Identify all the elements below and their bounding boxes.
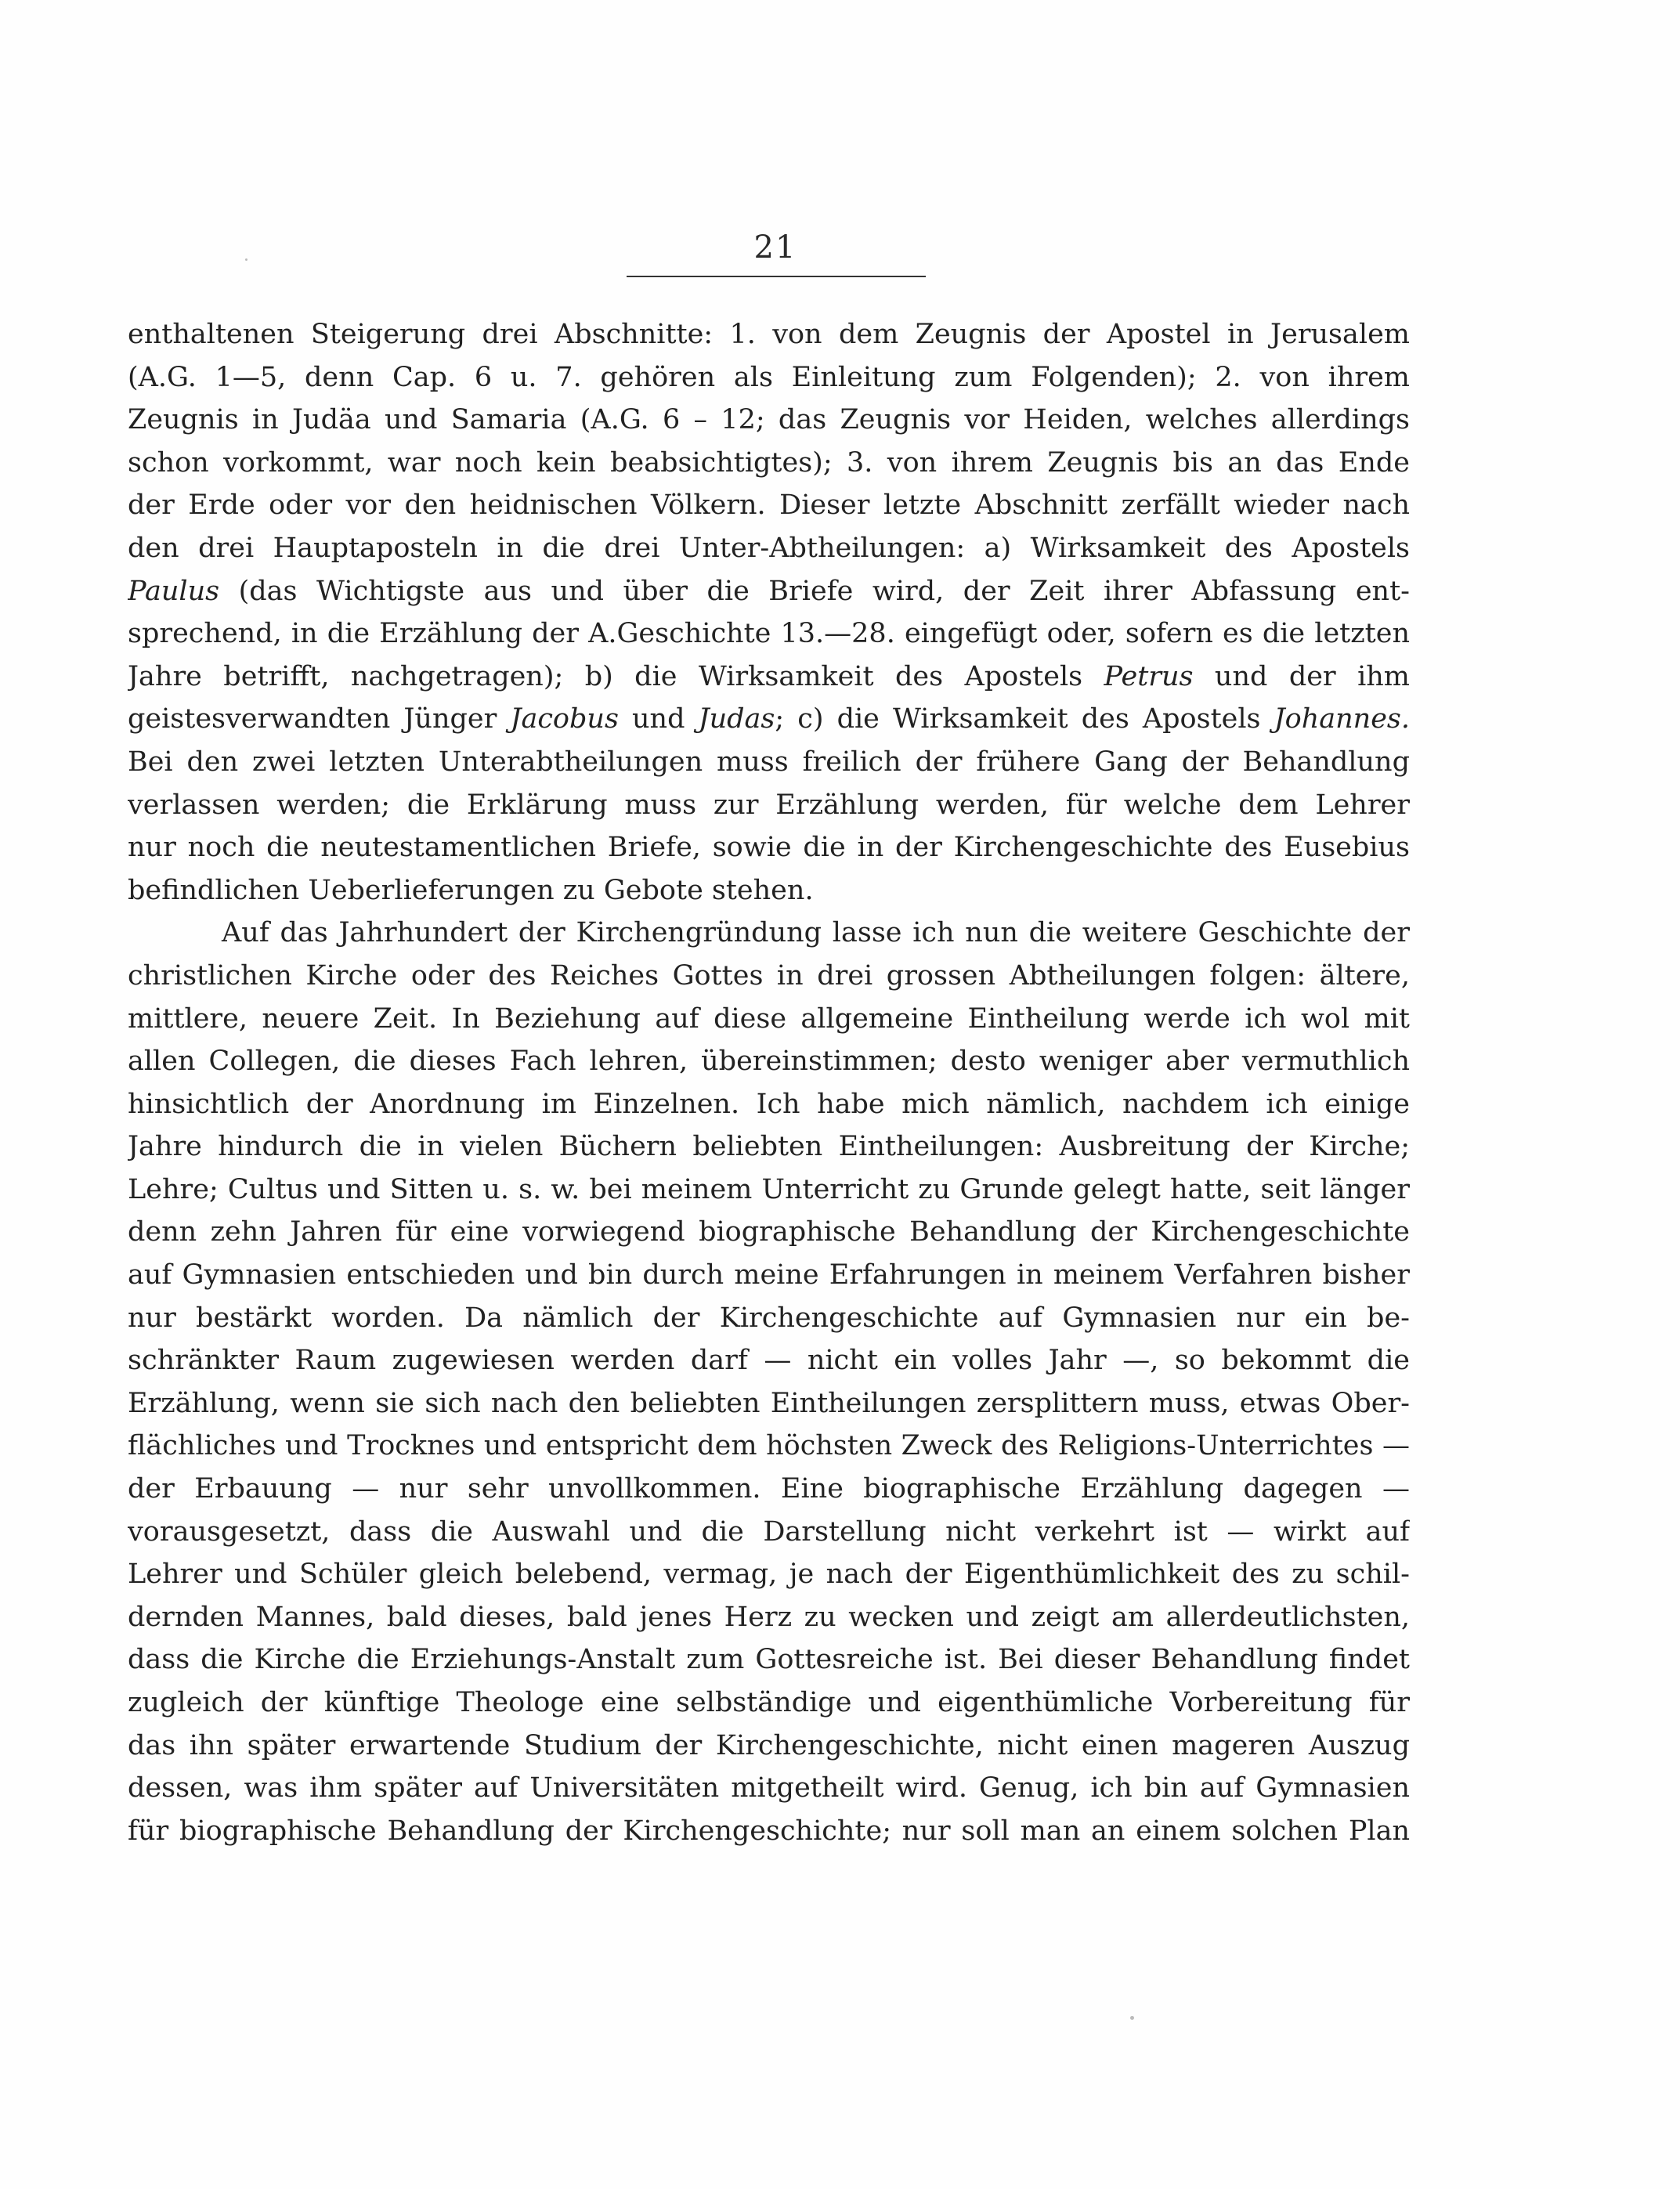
text-line: enthaltenen Steigerung drei Abschnitte: 1. von dem Zeugnis der Apostel in Jerusalem xyxy=(128,319,1410,350)
text-line: Bei den zwei letzten Unterabtheilungen muss freilich der frühere Gang der Behandlung xyxy=(128,746,1410,778)
italic-name-judas: Judas xyxy=(698,703,775,735)
text-segment: und der ihm xyxy=(1193,660,1410,692)
text-line: für biographische Behandlung der Kirchengeschichte; nur soll man an einem solchen Plan xyxy=(128,1815,1410,1847)
paper-speck xyxy=(1130,2016,1134,2020)
italic-name-jacobus: Jacobus xyxy=(510,703,619,735)
text-line: sprechend, in die Erzählung der A.Geschichte 13.—28. eingefügt oder, sofern es die letzten xyxy=(128,618,1410,650)
text-line: nur bestärkt worden. Da nämlich der Kirchengeschichte auf Gymnasien nur ein be- xyxy=(128,1302,1410,1334)
text-line: Erzählung, wenn sie sich nach den beliebten Eintheilungen zersplittern muss, etwas Ober- xyxy=(128,1387,1410,1419)
text-line: nur noch die neutestamentlichen Briefe, sowie die in der Kirchengeschichte des Eusebius xyxy=(128,832,1410,864)
text-line: christlichen Kirche oder des Reiches Gottes in drei grossen Abtheilungen folgen: ältere, xyxy=(128,959,1410,992)
italic-name-paulus: Paulus xyxy=(128,575,220,607)
text-line: zugleich der künftige Theologe eine selbständige und eigenthümliche Vorbereitung für xyxy=(128,1687,1410,1718)
text-line: Jahre hindurch die in vielen Büchern beliebten Eintheilungen: Ausbreitung der Kirche; xyxy=(128,1131,1410,1163)
text-line: denn zehn Jahren für eine vorwiegend biographische Behandlung der Kirchengeschichte xyxy=(128,1216,1410,1248)
text-line: hinsichtlich der Anordnung im Einzelnen. Ich habe mich nämlich, nachdem ich einige xyxy=(128,1088,1410,1120)
italic-name-petrus: Petrus xyxy=(1104,660,1194,692)
text-line xyxy=(128,656,1410,699)
text-line: schränkter Raum zugewiesen werden darf — nicht ein volles Jahr —, so bekommt die xyxy=(128,1345,1410,1377)
text-line: verlassen werden; die Erklärung muss zur Erzählung werden, für welche dem Lehrer xyxy=(128,789,1410,821)
text-segment: geistesverwandten Jünger xyxy=(128,703,511,735)
text-segment: Jahre betrifft, nachgetragen); b) die Wirksamkeit des Apostels xyxy=(128,660,1104,692)
text-line: befindlichen Ueberlieferungen zu Gebote stehen. xyxy=(128,874,814,906)
text-line: Lehrer und Schüler gleich belebend, vermag, je nach der Eigenthümlichkeit des zu schil- xyxy=(128,1559,1410,1591)
text-line: auf Gymnasien entschieden und bin durch meine Erfahrungen in meinem Verfahren bisher xyxy=(128,1259,1410,1291)
text-line: der Erde oder vor den heidnischen Völkern. Dieser letzte Abschnitt zerfällt wieder nach xyxy=(128,489,1410,522)
text-line xyxy=(128,698,1410,741)
body-text xyxy=(128,313,1410,1852)
text-line: vorausgesetzt, dass die Auswahl und die Darstellung nicht verkehrt ist — wirkt auf xyxy=(128,1515,1410,1548)
text-line: den drei Hauptaposteln in die drei Unter-Abtheilungen: a) Wirksamkeit des Apostels xyxy=(128,532,1410,564)
text-line: Lehre; Cultus und Sitten u. s. w. bei meinem Unterricht zu Grunde gelegt hatte, seit länger xyxy=(128,1173,1410,1205)
text-line xyxy=(128,570,1410,613)
text-line: (A.G. 1—5, denn Cap. 6 u. 7. gehören als Einleitung zum Folgenden); 2. von ihrem xyxy=(128,361,1410,393)
text-line: flächliches und Trocknes und entspricht dem höchsten Zweck des Religions-Unterrichtes — xyxy=(128,1430,1410,1462)
header-rule xyxy=(627,276,926,277)
page-number: 21 xyxy=(753,229,797,265)
paper-speck xyxy=(245,258,247,261)
text-segment: und xyxy=(618,703,699,735)
text-segment: (das Wichtigste aus und über die Briefe wird, der Zeit ihrer Abfassung ent- xyxy=(219,575,1410,607)
text-line: Zeugnis in Judäa und Samaria (A.G. 6 – 12; das Zeugnis vor Heiden, welches allerdings xyxy=(128,404,1410,436)
text-line: schon vorkommt, war noch kein beabsichtigtes); 3. von ihrem Zeugnis bis an das Ende xyxy=(128,446,1410,479)
text-line: das ihn später erwartende Studium der Kirchengeschichte, nicht einen mageren Auszug xyxy=(128,1729,1410,1761)
text-line: dessen, was ihm später auf Universitäten mitgetheilt wird. Genug, ich bin auf Gymnasien xyxy=(128,1772,1410,1804)
text-line: mittlere, neuere Zeit. In Beziehung auf diese allgemeine Eintheilung werde ich wol mit xyxy=(128,1002,1410,1035)
text-line: Auf das Jahrhundert der Kirchengründung lasse ich nun die weitere Geschichte der xyxy=(222,917,1410,949)
text-line: der Erbauung — nur sehr unvollkommen. Eine biographische Erzählung dagegen — xyxy=(128,1473,1410,1505)
text-segment: ; c) die Wirksamkeit des Apostels xyxy=(775,703,1274,735)
text-line: allen Collegen, die dieses Fach lehren, übereinstimmen; desto weniger aber vermuthlich xyxy=(128,1046,1410,1078)
text-line: dass die Kirche die Erziehungs-Anstalt zum Gottesreiche ist. Bei dieser Behandlung findet xyxy=(128,1644,1410,1676)
italic-name-johannes: Johannes. xyxy=(1274,703,1410,735)
text-line: dernden Mannes, bald dieses, bald jenes Herz zu wecken und zeigt am allerdeutlichsten, xyxy=(128,1601,1410,1633)
